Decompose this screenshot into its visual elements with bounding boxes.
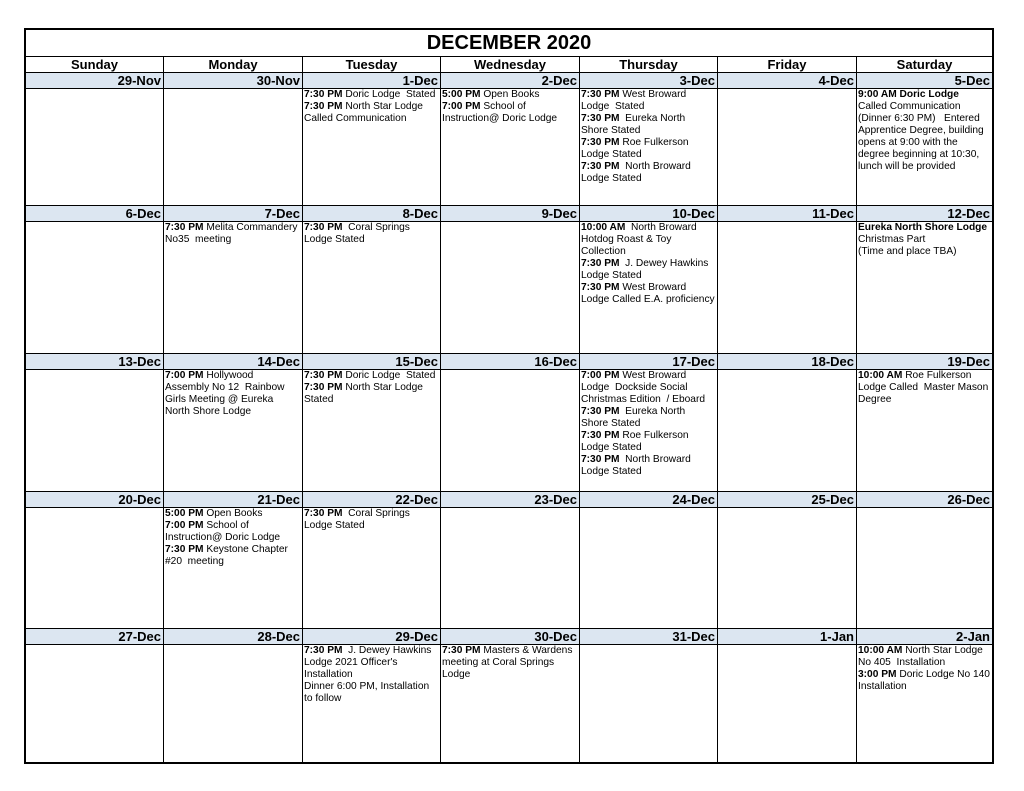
event-line <box>858 246 991 258</box>
event-text: Dinner 6:00 PM, Installation <box>304 681 430 692</box>
event-line <box>304 520 439 532</box>
event-text: Apprentice Degree, building <box>858 125 984 136</box>
event-line <box>165 382 301 394</box>
event-time: 7:30 PM <box>581 113 620 124</box>
event-text: North Star Lodge <box>342 101 423 112</box>
day-cell <box>303 222 441 353</box>
event-line <box>442 657 578 669</box>
event-line <box>581 149 716 161</box>
event-line <box>304 89 439 101</box>
event-line <box>304 657 439 669</box>
event-text: J. Dewey Hawkins <box>342 645 432 656</box>
event-time: 7:30 PM <box>304 508 343 519</box>
event-time: 7:30 PM <box>442 645 481 656</box>
event-line <box>581 406 716 418</box>
event-text: Installation <box>304 669 353 680</box>
event-text: Eureka North <box>619 406 686 417</box>
event-text: (Time and place TBA) <box>858 246 957 257</box>
event-text: Shore Stated <box>581 125 641 136</box>
event-line <box>304 693 439 705</box>
event-line <box>858 149 991 161</box>
weekday-header-row <box>26 57 992 73</box>
event-line <box>581 246 716 258</box>
event-line <box>165 544 301 556</box>
event-time: 7:00 PM <box>581 370 620 381</box>
date-label: 30-Nov <box>164 73 303 88</box>
event-line <box>581 282 716 294</box>
date-label: 27-Dec <box>26 629 164 644</box>
weekday-header: Monday <box>164 57 303 72</box>
event-time: 7:30 PM <box>304 222 343 233</box>
event-text: Coral Springs <box>342 222 410 233</box>
event-time: 7:30 PM <box>581 89 620 100</box>
event-line <box>581 454 716 466</box>
event-line <box>165 532 301 544</box>
event-text: Stated <box>304 394 334 405</box>
week-date-row <box>26 492 992 508</box>
day-cell <box>303 89 441 205</box>
event-line <box>858 113 991 125</box>
event-text: Coral Springs <box>342 508 410 519</box>
event-text: Keystone Chapter <box>203 544 288 555</box>
event-text: Lodge Stated <box>581 466 642 477</box>
event-text: Roe Fulkerson <box>619 137 689 148</box>
day-cell <box>26 370 164 491</box>
day-cell <box>857 508 992 628</box>
date-label: 26-Dec <box>947 492 990 507</box>
day-cell <box>441 645 580 762</box>
event-line <box>304 669 439 681</box>
event-text: No35 meeting <box>165 234 232 245</box>
event-line <box>581 294 716 306</box>
event-line <box>581 466 716 478</box>
event-line <box>581 125 716 137</box>
event-line <box>858 101 991 113</box>
event-line <box>442 669 578 681</box>
date-label: 17-Dec <box>580 354 718 369</box>
event-line <box>165 370 301 382</box>
date-label: 24-Dec <box>580 492 718 507</box>
event-time: 7:30 PM <box>165 222 204 233</box>
day-cell <box>580 222 718 353</box>
event-line <box>581 430 716 442</box>
day-cell <box>441 222 580 353</box>
day-cell <box>580 89 718 205</box>
date-label: 21-Dec <box>164 492 303 507</box>
event-time: 7:00 PM <box>165 520 204 531</box>
event-text: Doric Lodge Stated <box>342 89 436 100</box>
event-line <box>304 645 439 657</box>
event-line <box>858 370 991 382</box>
week-events-row <box>26 645 992 762</box>
event-line <box>858 89 991 101</box>
date-label: 8-Dec <box>303 206 441 221</box>
date-label: 18-Dec <box>718 354 857 369</box>
date-label: 9-Dec <box>441 206 580 221</box>
event-text: Lodge 2021 Officer's <box>304 657 398 668</box>
day-cell <box>26 508 164 628</box>
event-text: Roe Fulkerson <box>902 370 972 381</box>
event-time: 7:30 PM <box>165 544 204 555</box>
event-line <box>165 556 301 568</box>
event-line <box>581 137 716 149</box>
date-label: 11-Dec <box>718 206 857 221</box>
event-line <box>165 394 301 406</box>
date-label: 1-Jan <box>718 629 857 644</box>
calendar-title: DECEMBER 2020 <box>26 30 992 57</box>
event-line <box>165 222 301 234</box>
event-line <box>581 442 716 454</box>
event-text: Lodge Stated <box>581 149 642 160</box>
week-events-row <box>26 370 992 492</box>
event-text: North Broward <box>619 454 691 465</box>
date-label: 10-Dec <box>580 206 718 221</box>
event-line <box>581 222 716 234</box>
day-cell <box>303 370 441 491</box>
weekday-header: Thursday <box>580 57 718 72</box>
event-line <box>581 113 716 125</box>
day-cell <box>441 370 580 491</box>
day-cell <box>441 508 580 628</box>
event-time: 5:00 PM <box>165 508 204 519</box>
event-text: Christmas Edition / Eboard <box>581 394 706 405</box>
event-time: 7:00 PM <box>165 370 204 381</box>
day-cell <box>26 89 164 205</box>
day-cell <box>857 222 992 353</box>
event-line <box>304 382 439 394</box>
day-cell <box>26 645 164 762</box>
day-cell <box>164 89 303 205</box>
event-text: Assembly No 12 Rainbow <box>165 382 285 393</box>
date-label: 15-Dec <box>303 354 441 369</box>
event-text: J. Dewey Hawkins <box>619 258 709 269</box>
event-text: lunch will be provided <box>858 161 956 172</box>
event-time: Eureka North Shore Lodge <box>858 222 988 233</box>
event-text: Installation <box>858 681 907 692</box>
event-text: Doric Lodge No 140 <box>896 669 990 680</box>
event-line <box>581 258 716 270</box>
day-cell <box>718 89 857 205</box>
event-text: (Dinner 6:30 PM) Entered <box>858 113 980 124</box>
day-cell <box>580 370 718 491</box>
date-label: 25-Dec <box>718 492 857 507</box>
event-line <box>304 101 439 113</box>
week-date-row <box>26 73 992 89</box>
date-label: 19-Dec <box>947 354 990 369</box>
event-time: 7:30 PM <box>581 137 620 148</box>
event-line <box>581 370 716 382</box>
date-label: 12-Dec <box>947 206 990 221</box>
day-cell <box>164 645 303 762</box>
event-line <box>858 657 991 669</box>
event-line <box>581 382 716 394</box>
event-line <box>581 161 716 173</box>
event-line <box>858 669 991 681</box>
event-text: Lodge <box>442 669 471 680</box>
weekday-header: Saturday <box>896 57 953 72</box>
event-text: North Shore Lodge <box>165 406 252 417</box>
event-text: Eureka North <box>619 113 686 124</box>
event-time: 9:00 AM Doric Lodge <box>858 89 959 100</box>
event-text: Open Books <box>480 89 540 100</box>
event-time: 7:30 PM <box>304 645 343 656</box>
event-text: North Star Lodge <box>902 645 983 656</box>
event-time: 7:30 PM <box>581 161 620 172</box>
event-time: 7:30 PM <box>581 454 620 465</box>
event-text: Melita Commandery <box>203 222 298 233</box>
event-line <box>304 222 439 234</box>
event-text: Girls Meeting @ Eureka <box>165 394 274 405</box>
event-line <box>858 681 991 693</box>
date-label: 31-Dec <box>580 629 718 644</box>
event-line <box>442 113 578 125</box>
event-time: 7:00 PM <box>442 101 481 112</box>
event-text: Lodge Dockside Social <box>581 382 688 393</box>
date-label: 6-Dec <box>26 206 164 221</box>
event-text: Roe Fulkerson <box>619 430 689 441</box>
event-time: 7:30 PM <box>581 258 620 269</box>
date-label: 30-Dec <box>441 629 580 644</box>
event-text: School of <box>203 520 249 531</box>
day-cell <box>26 222 164 353</box>
event-text: West Broward <box>619 282 687 293</box>
event-line <box>581 234 716 246</box>
week-date-row <box>26 629 992 645</box>
event-line <box>581 89 716 101</box>
event-line <box>442 89 578 101</box>
event-text: North Broward <box>625 222 697 233</box>
week-events-row <box>26 222 992 354</box>
event-time: 7:30 PM <box>304 101 343 112</box>
week-events-row <box>26 89 992 206</box>
event-line <box>581 101 716 113</box>
day-cell <box>164 222 303 353</box>
date-label: 4-Dec <box>718 73 857 88</box>
event-text: Doric Lodge Stated <box>342 370 436 381</box>
date-label: 20-Dec <box>26 492 164 507</box>
event-time: 7:30 PM <box>304 382 343 393</box>
event-text: West Broward <box>619 370 687 381</box>
event-line <box>858 645 991 657</box>
date-label: 23-Dec <box>441 492 580 507</box>
event-line <box>165 406 301 418</box>
event-text: #20 meeting <box>165 556 224 567</box>
event-time: 5:00 PM <box>442 89 481 100</box>
event-line <box>581 394 716 406</box>
event-time: 7:30 PM <box>581 430 620 441</box>
day-cell <box>164 370 303 491</box>
date-label: 7-Dec <box>164 206 303 221</box>
event-line <box>304 113 439 125</box>
event-text: Called Communication <box>304 113 407 124</box>
event-time: 3:00 PM <box>858 669 897 680</box>
weekday-header: Wednesday <box>441 57 580 72</box>
event-text: degree beginning at 10:30, <box>858 149 980 160</box>
event-text: Degree <box>858 394 892 405</box>
event-line <box>581 270 716 282</box>
event-line <box>304 394 439 406</box>
date-label: 29-Dec <box>303 629 441 644</box>
event-text: Lodge Stated <box>581 173 642 184</box>
event-text: North Broward <box>619 161 691 172</box>
event-line <box>442 645 578 657</box>
date-label: 16-Dec <box>441 354 580 369</box>
event-text: Christmas Part <box>858 234 926 245</box>
date-label: 3-Dec <box>580 73 718 88</box>
event-line <box>304 234 439 246</box>
event-line <box>165 520 301 532</box>
event-line <box>858 222 991 234</box>
day-cell <box>857 370 992 491</box>
week-events-row <box>26 508 992 629</box>
event-text: Masters & Wardens <box>480 645 573 656</box>
day-cell <box>164 508 303 628</box>
week-date-row <box>26 354 992 370</box>
event-text: Shore Stated <box>581 418 641 429</box>
event-line <box>858 125 991 137</box>
event-line <box>581 173 716 185</box>
day-cell <box>718 645 857 762</box>
event-text: School of <box>480 101 526 112</box>
day-cell <box>857 645 992 762</box>
day-cell <box>857 89 992 205</box>
day-cell <box>303 508 441 628</box>
day-cell <box>718 222 857 353</box>
event-line <box>165 508 301 520</box>
event-text: No 405 Installation <box>858 657 946 668</box>
event-text: Open Books <box>203 508 263 519</box>
day-cell <box>718 370 857 491</box>
event-text: Lodge Stated <box>581 101 645 112</box>
event-text: to follow <box>304 693 342 704</box>
weekday-header: Tuesday <box>303 57 441 72</box>
event-text: Lodge Stated <box>581 442 642 453</box>
day-cell <box>441 89 580 205</box>
day-cell <box>580 508 718 628</box>
event-text: Lodge Stated <box>304 520 365 531</box>
event-time: 7:30 PM <box>304 89 343 100</box>
week-date-row <box>26 206 992 222</box>
event-line <box>581 418 716 430</box>
event-time: 10:00 AM <box>858 370 903 381</box>
event-line <box>304 370 439 382</box>
event-line <box>442 101 578 113</box>
event-time: 7:30 PM <box>304 370 343 381</box>
date-label: 13-Dec <box>26 354 164 369</box>
calendar <box>24 28 994 764</box>
date-label: 5-Dec <box>954 73 990 88</box>
date-label: 14-Dec <box>164 354 303 369</box>
event-line <box>858 161 991 173</box>
weekday-header: Friday <box>718 57 857 72</box>
event-line <box>304 508 439 520</box>
event-text: Instruction@ Doric Lodge <box>165 532 281 543</box>
day-cell <box>580 645 718 762</box>
event-text: Lodge Called Master Mason <box>858 382 989 393</box>
event-text: West Broward <box>619 89 687 100</box>
event-line <box>858 382 991 394</box>
event-time: 7:30 PM <box>581 406 620 417</box>
weekday-header: Sunday <box>26 57 164 72</box>
date-label: 28-Dec <box>164 629 303 644</box>
event-time: 10:00 AM <box>858 645 903 656</box>
event-text: North Star Lodge <box>342 382 423 393</box>
event-line <box>858 394 991 406</box>
event-text: opens at 9:00 with the <box>858 137 958 148</box>
event-text: Lodge Stated <box>304 234 365 245</box>
date-label: 1-Dec <box>303 73 441 88</box>
date-label: 29-Nov <box>26 73 164 88</box>
date-label: 2-Jan <box>956 629 990 644</box>
event-line <box>165 234 301 246</box>
event-text: Hotdog Roast & Toy <box>581 234 672 245</box>
date-label: 2-Dec <box>441 73 580 88</box>
event-line <box>858 234 991 246</box>
event-text: Instruction@ Doric Lodge <box>442 113 558 124</box>
event-time: 7:30 PM <box>581 282 620 293</box>
event-text: meeting at Coral Springs <box>442 657 555 668</box>
event-text: Collection <box>581 246 626 257</box>
event-line <box>858 137 991 149</box>
event-text: Lodge Stated <box>581 270 642 281</box>
event-line <box>304 681 439 693</box>
event-time: 10:00 AM <box>581 222 626 233</box>
event-text: Hollywood <box>203 370 254 381</box>
day-cell <box>303 645 441 762</box>
date-label: 22-Dec <box>303 492 441 507</box>
day-cell <box>718 508 857 628</box>
event-text: Lodge Called E.A. proficiency <box>581 294 715 305</box>
event-text: Called Communication <box>858 101 961 112</box>
